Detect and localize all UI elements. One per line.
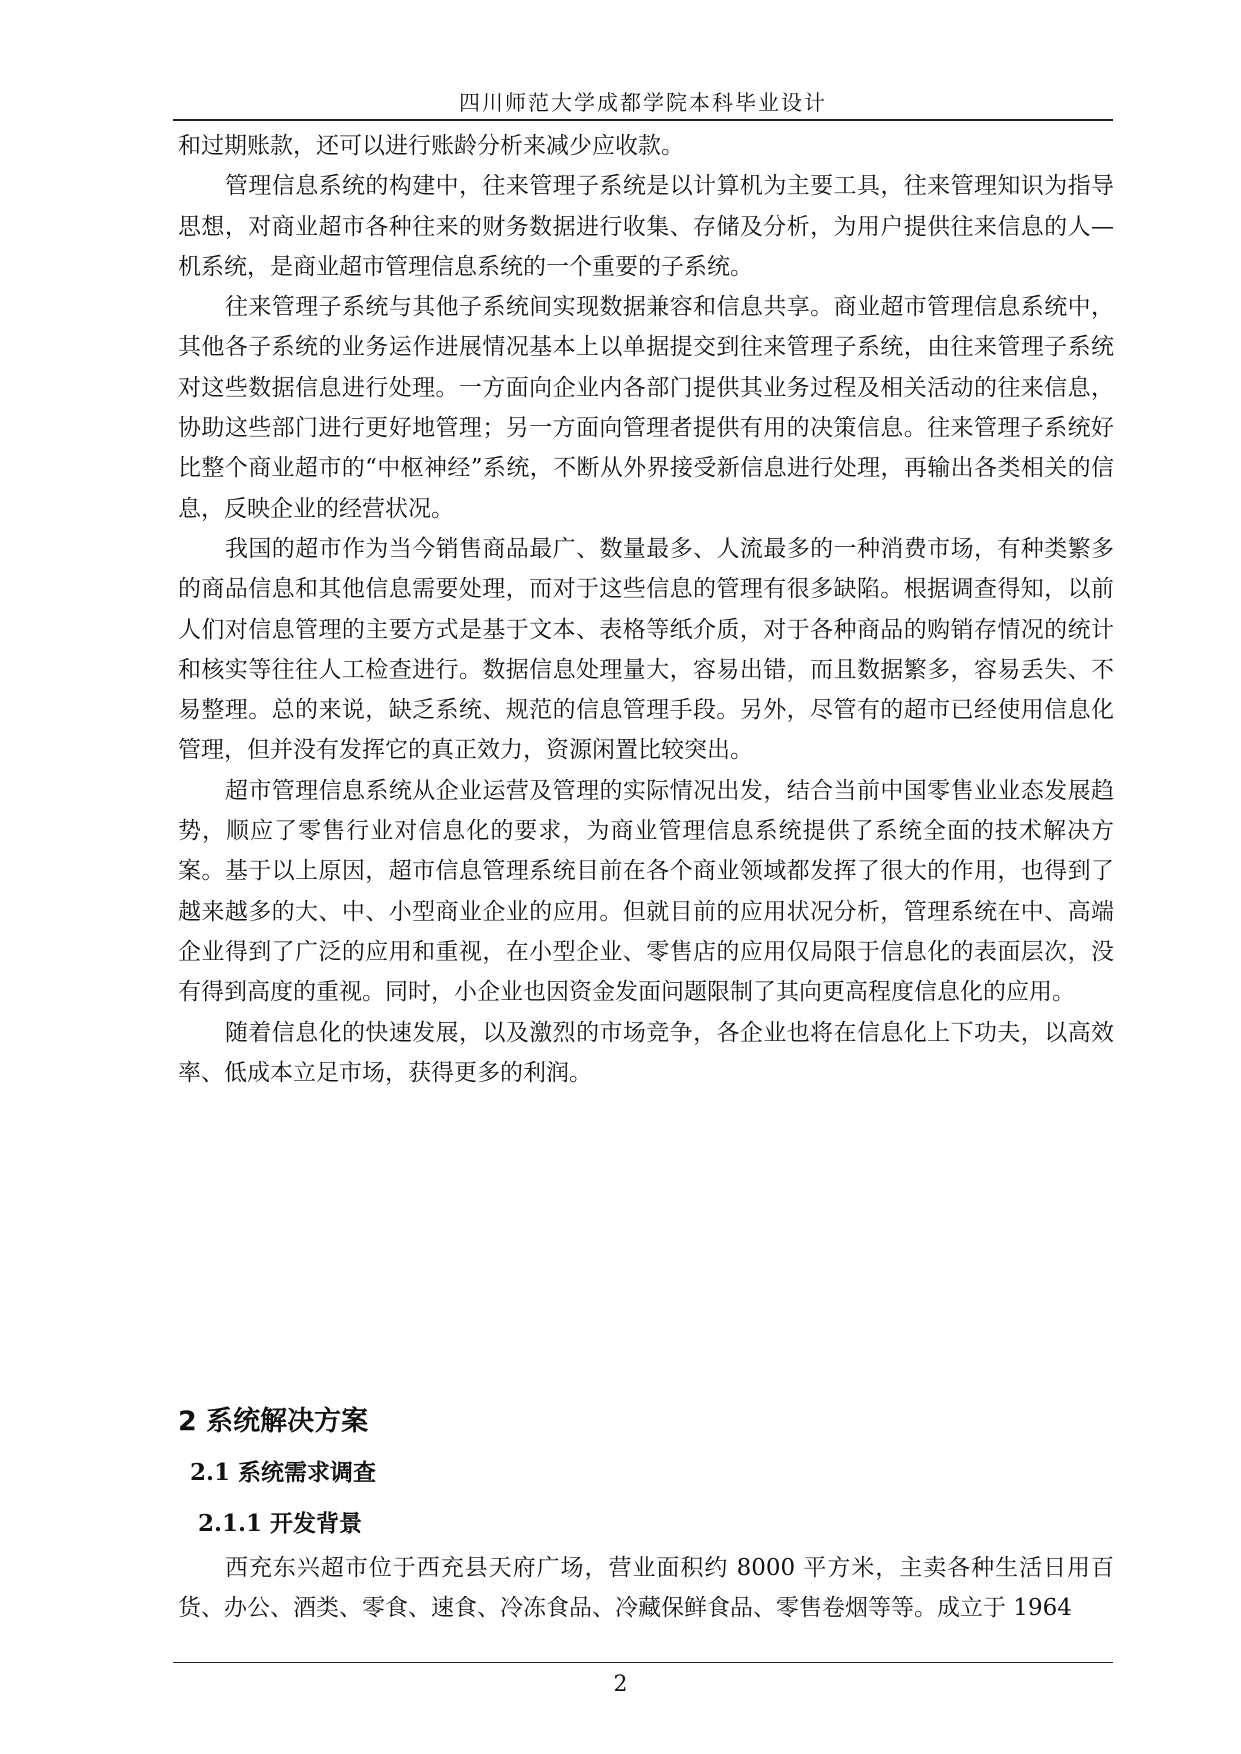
footer-rule xyxy=(173,1662,1113,1663)
paragraph-continued: 和过期账款，还可以进行账龄分析来减少应收款。 xyxy=(178,133,684,159)
header-rule xyxy=(173,119,1113,121)
subsection-heading: 2.1 系统需求调查 xyxy=(190,1459,377,1486)
paragraph: 我国的超市作为当今销售商品最广、数量最多、人流最多的一种消费市场，有种类繁多的商品信息和其他信息需要处理，而对于这些信息的管理有很多缺陷。根据调查得知，以前人们对信息管理的主要方式是基于文本、表格等纸介质，对于各种商品的购销存情况的统计和核实等往往人工检查进行。数据信息处理量大，容易出错，而且数据繁多，容易丢失、不易整理。总的来说，缺乏系统、规范的信息管理手段。另外，尽管有的超市已经使用信息化管理，但并没有发挥它的真正效力，资源闲置比较突出。 xyxy=(178,535,1114,764)
section-body xyxy=(178,1548,1114,1629)
subsubsection-heading: 2.1.1 开发背景 xyxy=(198,1510,363,1537)
paragraph: 西充东兴超市位于西充县天府广场，营业面积约 8000 平方米，主卖各种生活日用百货、办公、酒类、零食、速食、冷冻食品、冷藏保鲜食品、零售卷烟等等。成立于 1964 xyxy=(178,1555,1114,1622)
body-text xyxy=(178,126,1114,1093)
page-number: 2 xyxy=(613,1672,628,1697)
paragraph: 超市管理信息系统从企业运营及管理的实际情况出发，结合当前中国零售业业态发展趋势，顺应了零售行业对信息化的要求，为商业管理信息系统提供了系统全面的技术解决方案。基于以上原因，超市信息管理系统目前在各个商业领域都发挥了很大的作用，也得到了越来越多的大、中、小型商业企业的应用。但就目前的应用状况分析，管理系统在中、高端企业得到了广泛的应用和重视，在小型企业、零售店的应用仅局限于信息化的表面层次，没有得到高度的重视。同时，小企业也因资金发面问题限制了其向更高程度信息化的应用。 xyxy=(178,777,1114,1006)
running-header: 四川师范大学成都学院本科毕业设计 xyxy=(459,91,827,115)
paragraph: 随着信息化的快速发展，以及激烈的市场竞争，各企业也将在信息化上下功夫，以高效率、低成本立足市场，获得更多的利润。 xyxy=(178,1019,1114,1086)
section-heading: 2 系统解决方案 xyxy=(178,1406,369,1437)
paragraph: 往来管理子系统与其他子系统间实现数据兼容和信息共享。商业超市管理信息系统中，其他各子系统的业务运作进展情况基本上以单据提交到往来管理子系统，由往来管理子系统对这些数据信息进行处理。一方面向企业内各部门提供其业务过程及相关活动的往来信息，协助这些部门进行更好地管理；另一方面向管理者提供有用的决策信息。往来管理子系统好比整个商业超市的“中枢神经”系统，不断从外界接受新信息进行处理，再输出各类相关的信息，反映企业的经营状况。 xyxy=(178,294,1114,522)
paragraph: 管理信息系统的构建中，往来管理子系统是以计算机为主要工具，往来管理知识为指导思想，对商业超市各种往来的财务数据进行收集、存储及分析，为用户提供往来信息的人—机系统，是商业超市管理信息系统的一个重要的子系统。 xyxy=(178,173,1114,280)
